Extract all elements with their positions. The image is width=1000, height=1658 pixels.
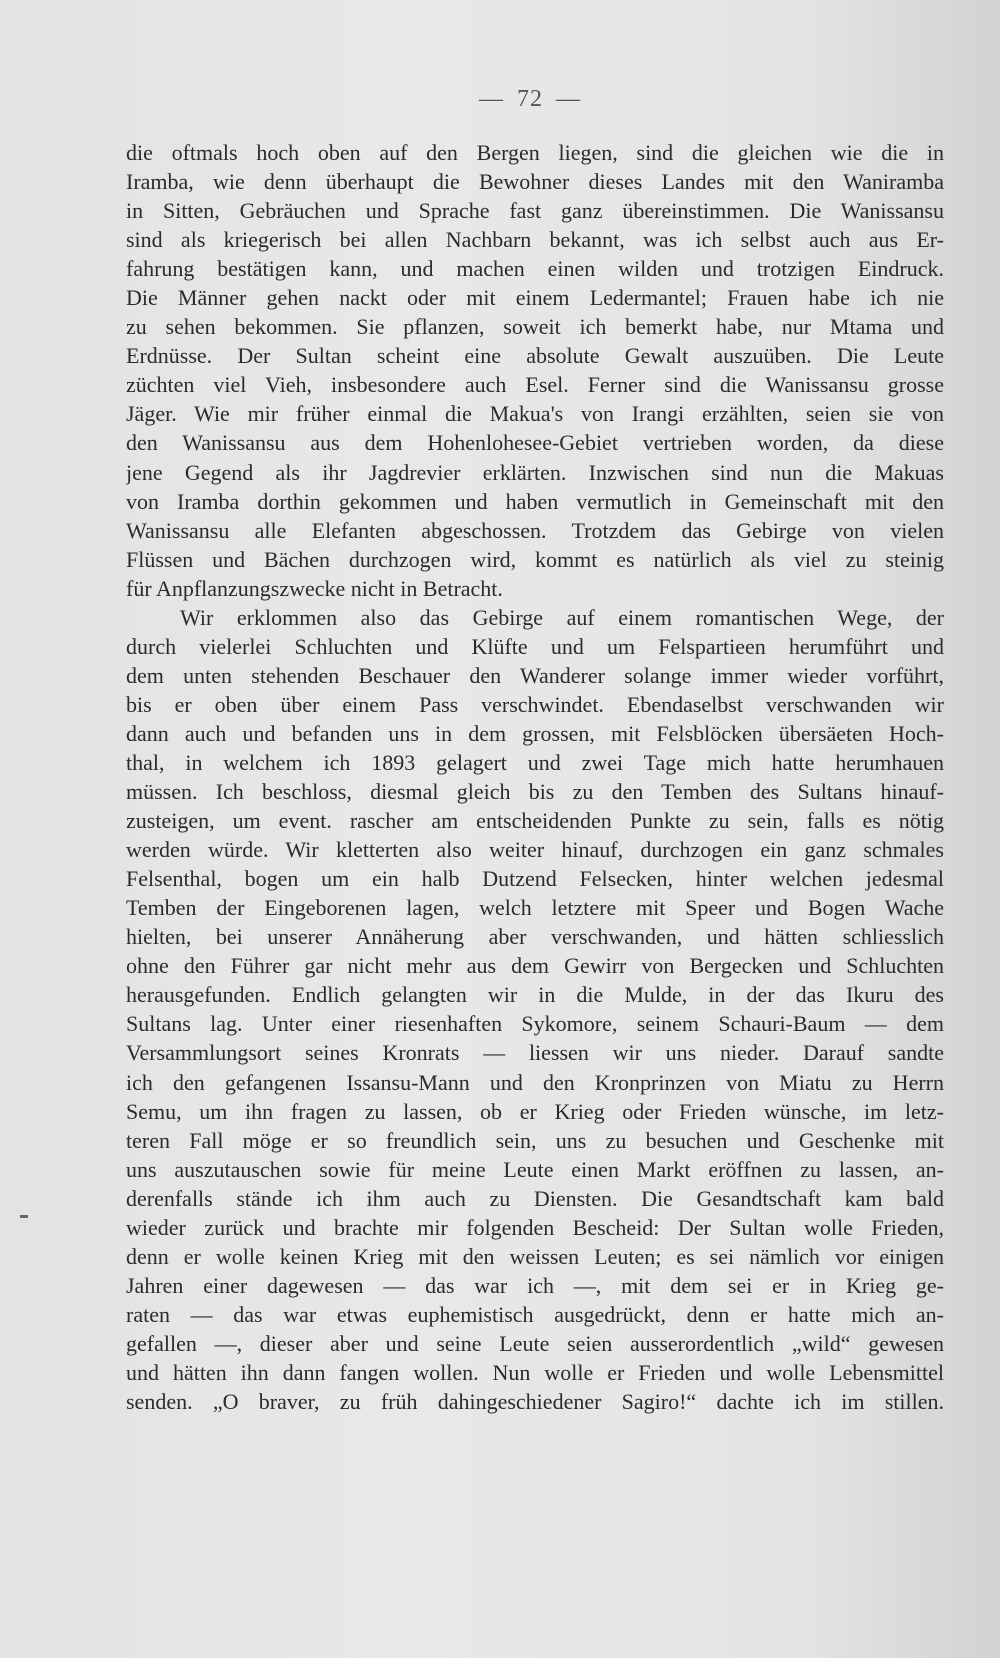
text-line: raten — das war etwas euphemistisch ausgedrückt, denn er hatte mich an- bbox=[126, 1301, 944, 1327]
text-line: dem unten stehenden Beschauer den Wanderer solange immer wieder vorführt, bbox=[126, 662, 944, 688]
text-line: dann auch und befanden uns in dem grossen, mit Felsblöcken übersäeten Hoch- bbox=[126, 720, 944, 746]
text-line: bis er oben über einem Pass verschwindet. Ebendaselbst verschwanden wir bbox=[126, 691, 944, 717]
body-text bbox=[126, 138, 944, 1416]
text-line: Semu, um ihn fragen zu lassen, ob er Krieg oder Frieden wünsche, im letz- bbox=[126, 1098, 944, 1124]
page-number-dash-left: — bbox=[479, 86, 504, 112]
text-line: uns auszutauschen sowie für meine Leute einen Markt eröffnen zu lassen, an- bbox=[126, 1156, 944, 1182]
text-line: müssen. Ich beschloss, diesmal gleich bis zu den Temben des Sultans hinauf- bbox=[126, 779, 944, 805]
text-line: wieder zurück und brachte mir folgenden Bescheid: Der Sultan wolle Frieden, bbox=[126, 1214, 944, 1240]
text-line: herausgefunden. Endlich gelangten wir in die Mulde, in der das Ikuru des bbox=[126, 982, 944, 1008]
text-line: werden würde. Wir kletterten also weiter hinauf, durchzogen ein ganz schmales bbox=[126, 837, 944, 863]
text-line: thal, in welchem ich 1893 gelagert und zwei Tage mich hatte herumhauen bbox=[126, 749, 944, 775]
text-line: züchten viel Vieh, insbesondere auch Esel. Ferner sind die Wanissansu grosse bbox=[126, 372, 944, 398]
text-line: Felsenthal, bogen um ein halb Dutzend Felsecken, hinter welchen jedesmal bbox=[126, 866, 944, 892]
text-line: Flüssen und Bächen durchzogen wird, kommt es natürlich als viel zu steinig bbox=[126, 546, 944, 572]
text-line: die oftmals hoch oben auf den Bergen liegen, sind die gleichen wie die in bbox=[126, 140, 944, 165]
text-line: Jäger. Wie mir früher einmal die Makua's von Irangi erzählten, seien sie von bbox=[126, 401, 944, 427]
text-line: von Iramba dorthin gekommen und haben vermutlich in Gemeinschaft mit den bbox=[126, 488, 944, 514]
text-line: und hätten ihn dann fangen wollen. Nun wolle er Frieden und wolle Lebensmittel bbox=[126, 1359, 944, 1385]
page-number-dash-right: — bbox=[556, 86, 581, 112]
text-line: Iramba, wie denn überhaupt die Bewohner dieses Landes mit den Waniramba bbox=[126, 169, 944, 195]
text-line: denn er wolle keinen Krieg mit den weissen Leuten; es sei nämlich vor einigen bbox=[126, 1243, 944, 1269]
text-line: Die Männer gehen nackt oder mit einem Ledermantel; Frauen habe ich nie bbox=[126, 285, 944, 311]
margin-mark bbox=[20, 1215, 28, 1218]
text-line: ich den gefangenen Issansu-Mann und den Kronprinzen von Miatu zu Herrn bbox=[126, 1069, 944, 1095]
text-line: Temben der Eingeborenen lagen, welch letztere mit Speer und Bogen Wache bbox=[126, 895, 944, 921]
text-line: derenfalls stände ich ihm auch zu Diensten. Die Gesandtschaft kam bald bbox=[126, 1185, 944, 1211]
text-line: den Wanissansu aus dem Hohenlohesee-Gebiet vertrieben worden, da diese bbox=[126, 430, 944, 456]
text-line: in Sitten, Gebräuchen und Sprache fast ganz übereinstimmen. Die Wanissansu bbox=[126, 198, 944, 224]
text-line: Jahren einer dagewesen — das war ich —, mit dem sei er in Krieg ge- bbox=[126, 1272, 944, 1298]
text-line: Wanissansu alle Elefanten abgeschossen. Trotzdem das Gebirge von vielen bbox=[126, 517, 944, 543]
text-line: durch vielerlei Schluchten und Klüfte und um Felspartieen herumführt und bbox=[126, 633, 944, 659]
text-line: jene Gegend als ihr Jagdrevier erklärten. Inzwischen sind nun die Makuas bbox=[126, 459, 944, 485]
text-line: teren Fall möge er so freundlich sein, uns zu besuchen und Geschenke mit bbox=[126, 1127, 944, 1153]
text-line: ohne den Führer gar nicht mehr aus dem Gewirr von Bergecken und Schluchten bbox=[126, 953, 944, 979]
text-line: Sultans lag. Unter einer riesenhaften Sykomore, seinem Schauri-Baum — dem bbox=[126, 1011, 944, 1037]
text-line: fahrung bestätigen kann, und machen einen wilden und trotzigen Eindruck. bbox=[126, 256, 944, 282]
page-number bbox=[0, 86, 1000, 113]
text-line: senden. „O braver, zu früh dahingeschiedener Sagiro!“ dachte ich im stillen. bbox=[126, 1389, 944, 1415]
text-line: Versammlungsort seines Kronrats — liessen wir uns nieder. Darauf sandte bbox=[126, 1040, 944, 1066]
text-line: zusteigen, um event. rascher am entscheidenden Punkte zu sein, falls es nötig bbox=[126, 808, 944, 834]
text-line: Erdnüsse. Der Sultan scheint eine absolute Gewalt auszuüben. Die Leute bbox=[126, 343, 944, 369]
text-line: zu sehen bekommen. Sie pflanzen, soweit ich bemerkt habe, nur Mtama und bbox=[126, 314, 944, 340]
text-line: sind als kriegerisch bei allen Nachbarn bekannt, was ich selbst auch aus Er- bbox=[126, 227, 944, 253]
text-line: hielten, bei unserer Annäherung aber verschwanden, und hätten schliesslich bbox=[126, 924, 944, 950]
paragraph-start-line: Wir erklommen also das Gebirge auf einem romantischen Wege, der bbox=[180, 604, 944, 630]
page-number-value: 72 bbox=[517, 86, 543, 112]
paragraph-end-line: für Anpflanzungszwecke nicht in Betracht. bbox=[126, 575, 503, 601]
text-line: gefallen —, dieser aber und seine Leute seien ausserordentlich „wild“ gewesen bbox=[126, 1330, 944, 1356]
